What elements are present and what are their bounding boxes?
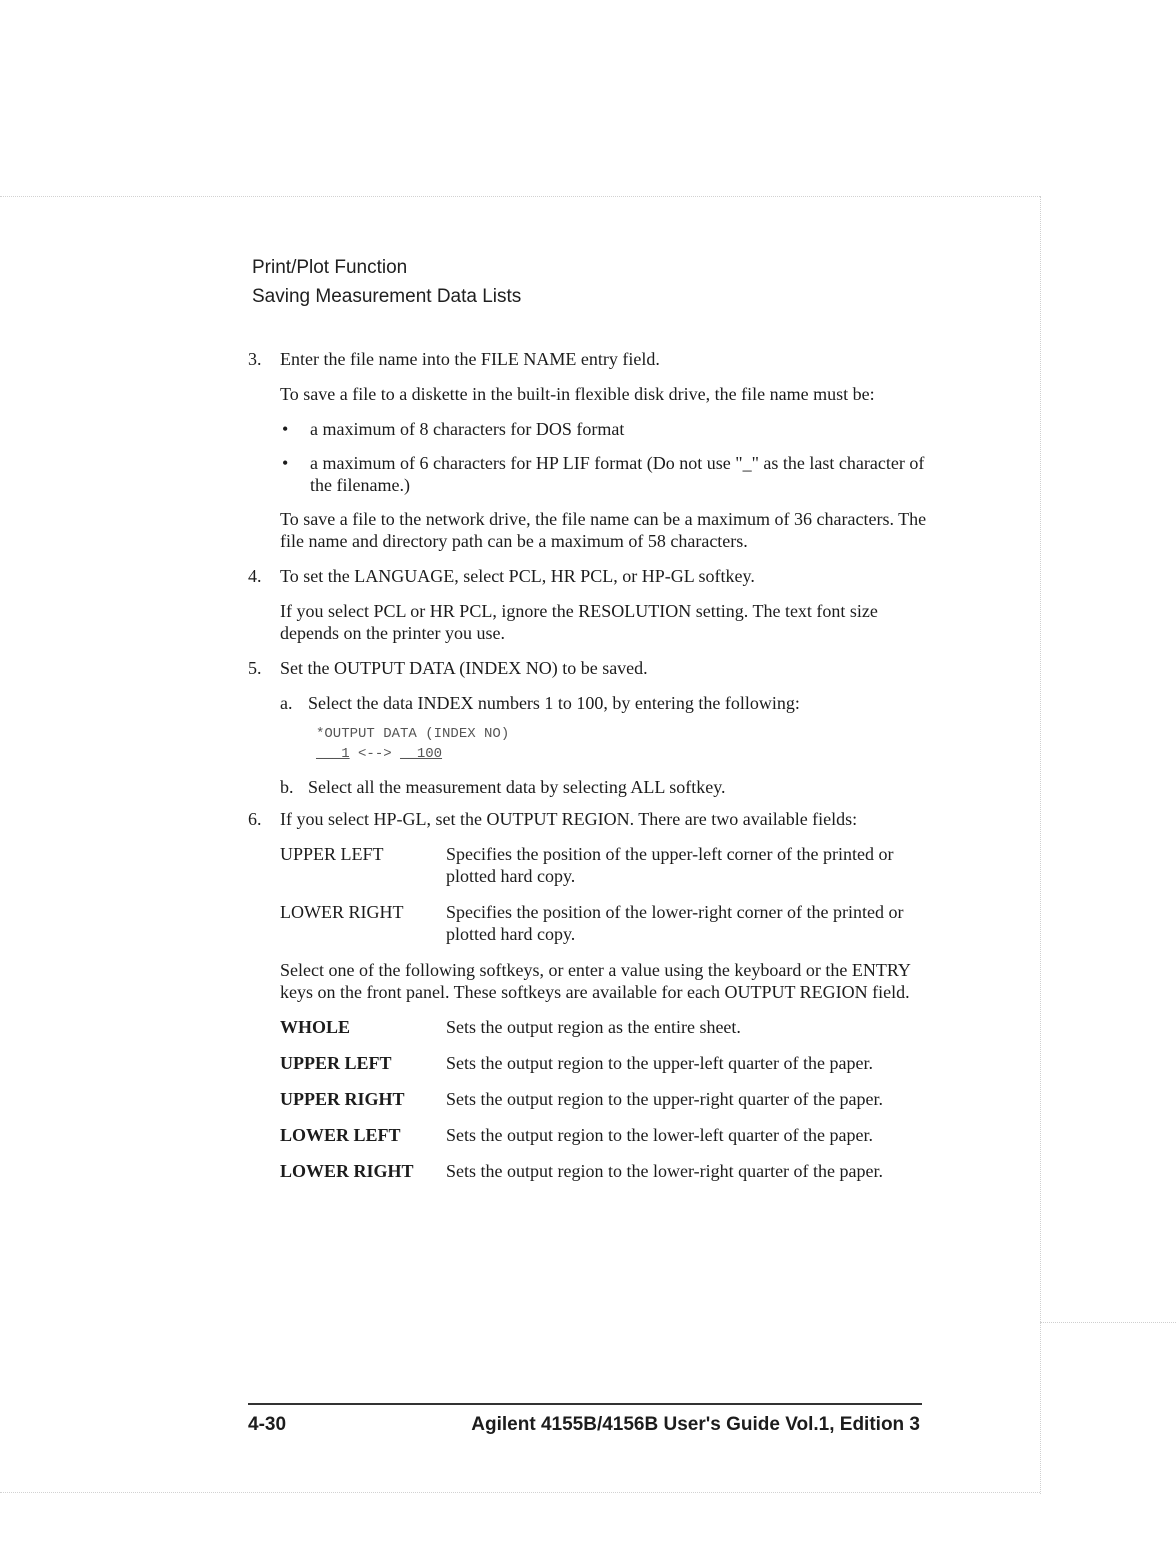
substep-text: Select all the measurement data by selecting ALL softkey.	[308, 777, 726, 797]
field-term: LOWER RIGHT	[280, 902, 404, 922]
field-desc: Specifies the position of the lower-right corner of the printed or plotted hard copy.	[446, 902, 904, 944]
softkey-row	[280, 1052, 928, 1074]
field-row	[280, 901, 928, 945]
softkey-desc: Sets the output region to the lower-left quarter of the paper.	[446, 1125, 874, 1145]
substep-text: Select the data INDEX numbers 1 to 100, by entering the following:	[308, 693, 800, 713]
softkey-desc: Sets the output region to the lower-right quarter of the paper.	[446, 1161, 884, 1181]
softkey-term: WHOLE	[280, 1017, 351, 1037]
code-range	[316, 744, 928, 764]
step-5	[248, 657, 928, 798]
softkey-row	[280, 1016, 928, 1038]
paragraph: Select one of the following softkeys, or enter a value using the keyboard or the ENTRY keys on the front panel. These softkeys are available for each OUTPUT REGION field.	[280, 960, 911, 1002]
step-6	[248, 808, 928, 1182]
substep-b	[280, 776, 928, 798]
paragraph: To save a file to the network drive, the file name can be a maximum of 36 characters. The file name and directory path can be a maximum of 58 characters.	[280, 509, 927, 551]
field-term: UPPER LEFT	[280, 844, 384, 864]
field-list	[280, 843, 928, 945]
substep-letter: b.	[280, 777, 294, 797]
scan-edge-top	[0, 196, 1040, 197]
running-header	[252, 253, 521, 311]
substep-a	[280, 692, 928, 714]
paragraph: If you select PCL or HR PCL, ignore the RESOLUTION setting. The text font size depends on the printer you use.	[280, 601, 878, 643]
bullet-item	[280, 452, 928, 496]
softkey-term: LOWER LEFT	[280, 1125, 401, 1145]
field-desc: Specifies the position of the upper-left corner of the printed or plotted hard copy.	[446, 844, 894, 886]
softkey-row	[280, 1160, 928, 1182]
softkey-row	[280, 1088, 928, 1110]
scan-edge-tab	[1040, 1322, 1176, 1323]
footer-title: Agilent 4155B/4156B User's Guide Vol.1, Edition 3	[471, 1414, 920, 1435]
softkey-desc: Sets the output region as the entire sheet.	[446, 1017, 741, 1037]
softkey-row	[280, 1124, 928, 1146]
header-chapter: Print/Plot Function	[252, 257, 408, 278]
scan-edge-bottom	[0, 1492, 1040, 1493]
step-text: Set the OUTPUT DATA (INDEX NO) to be saved.	[280, 658, 648, 678]
page-body	[248, 348, 928, 1196]
step-text: If you select HP-GL, set the OUTPUT REGION. There are two available fields:	[280, 809, 858, 829]
softkey-term: UPPER LEFT	[280, 1053, 392, 1073]
softkey-term: UPPER RIGHT	[280, 1089, 405, 1109]
softkey-term: LOWER RIGHT	[280, 1161, 414, 1181]
paragraph: To save a file to a diskette in the built-in flexible disk drive, the file name must be:	[280, 384, 875, 404]
softkey-list	[280, 1016, 928, 1182]
bullet-icon: •	[282, 453, 289, 473]
page-number: 4-30	[248, 1414, 287, 1435]
step-4	[248, 565, 928, 644]
code-example	[316, 724, 928, 764]
code-arrow: <-->	[349, 746, 401, 762]
softkey-desc: Sets the output region to the upper-right quarter of the paper.	[446, 1089, 884, 1109]
code-from: ___1	[316, 746, 350, 762]
step-3	[248, 348, 928, 552]
step-number: 3.	[248, 349, 262, 369]
bullet-item	[280, 418, 928, 440]
substep-letter: a.	[280, 693, 293, 713]
scan-edge-right	[1040, 196, 1041, 1494]
bullet-text: a maximum of 8 characters for DOS format	[310, 419, 625, 439]
step-text: Enter the file name into the FILE NAME entry field.	[280, 349, 660, 369]
step-text: To set the LANGUAGE, select PCL, HR PCL, or HP-GL softkey.	[280, 566, 755, 586]
field-row	[280, 843, 928, 887]
bullet-text: a maximum of 6 characters for HP LIF format (Do not use "_" as the last character of the filename.)	[310, 453, 925, 495]
code-line: *OUTPUT DATA (INDEX NO)	[316, 726, 510, 742]
header-section: Saving Measurement Data Lists	[252, 286, 522, 307]
step-number: 6.	[248, 809, 262, 829]
step-number: 5.	[248, 658, 262, 678]
code-to: __100	[400, 746, 443, 762]
step-number: 4.	[248, 566, 262, 586]
bullet-icon: •	[282, 419, 289, 439]
softkey-desc: Sets the output region to the upper-left quarter of the paper.	[446, 1053, 874, 1073]
footer-rule	[248, 1403, 922, 1405]
